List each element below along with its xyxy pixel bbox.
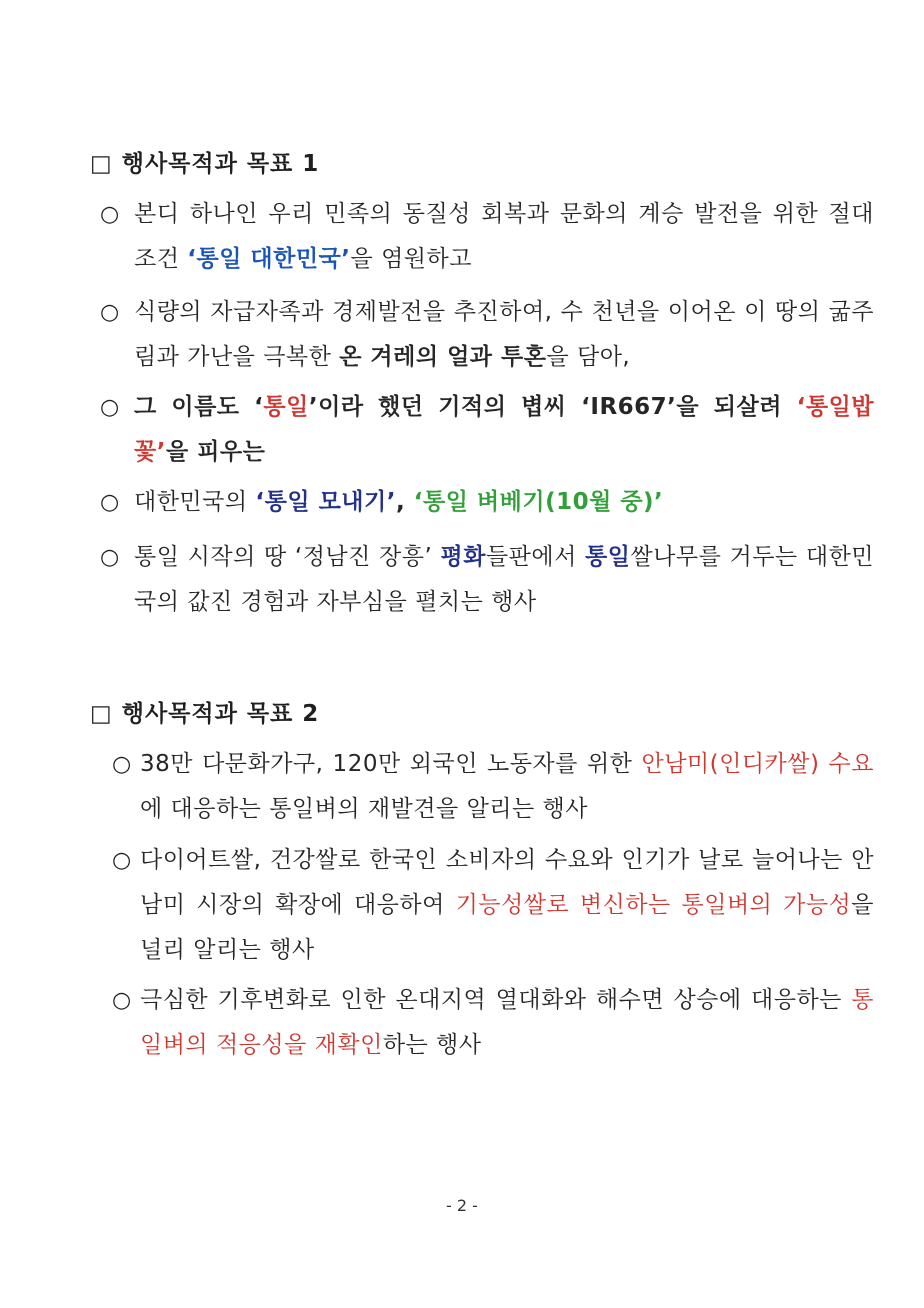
section1-heading: □ 행사목적과 목표 1 <box>90 151 320 177</box>
item-text: 에 대응하는 통일벼의 재발견을 알리는 행사 <box>140 796 588 822</box>
highlight-peace: 평화 <box>440 544 486 570</box>
section1-item-5 <box>134 535 874 625</box>
section2-heading: □ 행사목적과 목표 2 <box>90 701 320 727</box>
item-text: 다이어트쌀, 건강쌀로 한국인 소비자의 수요와 인기가 날로 늘어나는 안남미 시장의 확장에 대응하여 <box>140 847 874 918</box>
item-text: 통일 시작의 땅 ‘정남진 장흥’ <box>134 544 441 570</box>
page-number: - 2 - <box>446 1196 478 1215</box>
item-text: 대한민국의 <box>134 489 256 515</box>
item-text: 을 담아, <box>546 344 631 370</box>
bullet-circle: ○ <box>112 752 132 777</box>
highlight-rice-harvest: ‘통일 벼베기(10월 중)’ <box>413 489 664 515</box>
item-text: 그 이름도 ‘ <box>134 394 264 420</box>
item-text: , <box>395 489 414 515</box>
section1-item-3 <box>134 385 874 475</box>
section1-item-1 <box>134 192 874 282</box>
section2-item-3 <box>140 978 874 1068</box>
section1-item-2 <box>134 290 874 380</box>
item-text: 쌀나무를 거두는 대한민국의 값진 경험과 자부심을 펼치는 행사 <box>134 544 875 615</box>
item-text: 을 피우는 <box>165 439 266 465</box>
highlight-rice-flower: ‘통일밥꽃’ <box>134 394 875 465</box>
bullet-circle: ○ <box>112 848 132 873</box>
item-text: 하는 행사 <box>382 1032 482 1058</box>
bullet-circle: ○ <box>112 988 132 1013</box>
bullet-circle: ○ <box>100 300 120 325</box>
item-text: 본디 하나인 우리 민족의 동질성 회복과 문화의 계승 발전을 위한 절대 조건 <box>134 201 874 272</box>
highlight-rice-planting: ‘통일 모내기’ <box>255 489 396 515</box>
section1-item-4 <box>134 480 874 525</box>
bullet-circle: ○ <box>100 395 120 420</box>
highlight-tongil: 통일 <box>585 544 631 570</box>
highlight-tongil: 통일 <box>263 394 309 420</box>
highlight-functional-rice: 기능성쌀로 변신하는 통일벼의 가능성 <box>455 892 852 918</box>
item-text: 을 염원하고 <box>350 246 472 272</box>
item-text: ’이라 했던 기적의 볍씨 ‘IR667’을 되살려 <box>308 394 797 420</box>
item-text: 식량의 자급자족과 경제발전을 추진하여, 수 천년을 이어온 이 땅의 굶주림과 가난을 극복한 <box>134 299 874 370</box>
section2-item-2 <box>140 838 874 973</box>
bullet-circle: ○ <box>100 545 120 570</box>
item-text: 들판에서 <box>485 544 585 570</box>
bullet-circle: ○ <box>100 202 120 227</box>
highlight-spirit: 온 겨레의 얼과 투혼 <box>339 344 547 370</box>
bullet-circle: ○ <box>100 490 120 515</box>
highlight-unified-korea: ‘통일 대한민국’ <box>187 246 351 272</box>
item-text: 을 널리 알리는 행사 <box>140 892 874 963</box>
highlight-indica-demand: 안남미(인디카쌀) 수요 <box>641 751 874 777</box>
item-text: 극심한 기후변화로 인한 온대지역 열대화와 해수면 상승에 대응하는 <box>140 987 852 1013</box>
highlight-adaptability: 통일벼의 적응성을 재확인 <box>140 987 874 1058</box>
section2-item-1 <box>140 742 874 832</box>
item-text: 38만 다문화가구, 120만 외국인 노동자를 위한 <box>140 751 642 777</box>
